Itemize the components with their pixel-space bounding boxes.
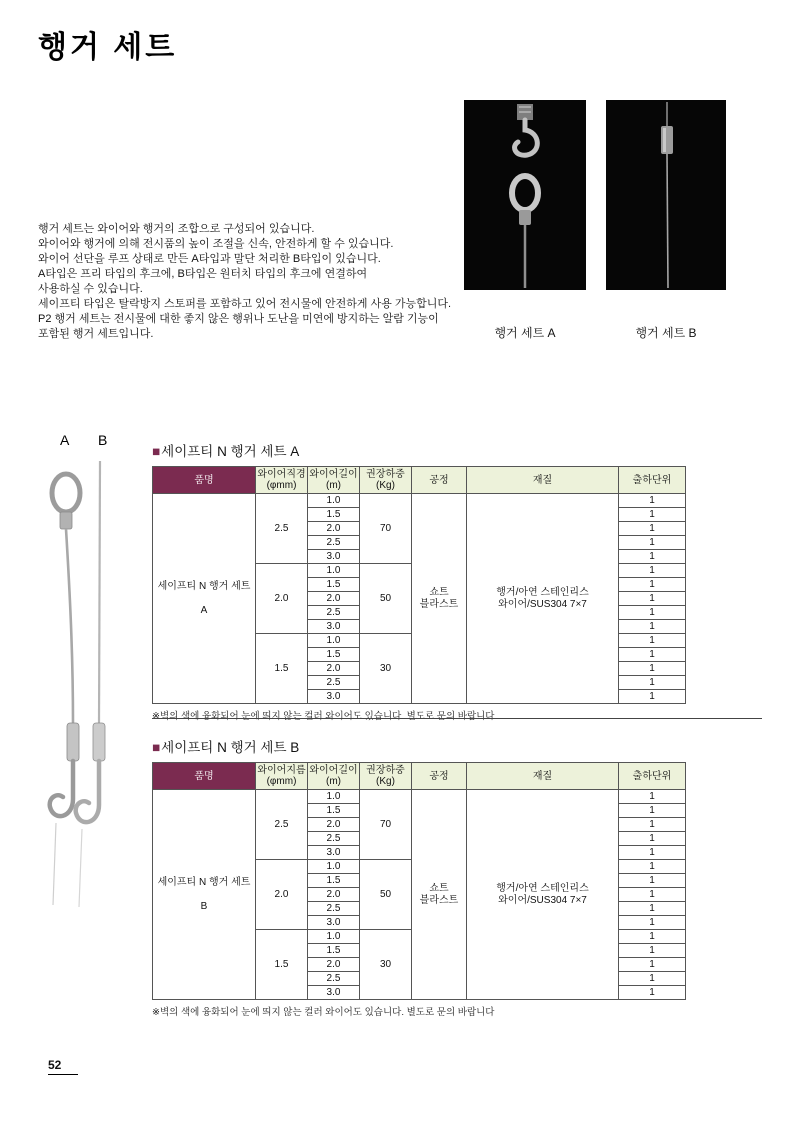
section-marker-icon: ■ (152, 740, 161, 755)
ship-unit-cell: 1 (619, 860, 686, 874)
length-cell: 2.5 (308, 832, 360, 846)
length-cell: 2.0 (308, 522, 360, 536)
process-cell: 쇼트 블라스트 (412, 790, 467, 1000)
col-load: 권장하중 (Kg) (360, 467, 412, 494)
length-cell: 2.0 (308, 662, 360, 676)
col-unit: 출하단위 (619, 763, 686, 790)
ship-unit-cell: 1 (619, 790, 686, 804)
ship-unit-cell: 1 (619, 818, 686, 832)
load-cell: 30 (360, 930, 412, 1000)
intro-line: A타입은 프리 타입의 후크에, B타입은 원터치 타입의 후크에 연결하여 (38, 268, 368, 280)
section-hanger-set-a (152, 440, 692, 722)
product-photo-a (464, 100, 586, 290)
ship-unit-cell: 1 (619, 958, 686, 972)
page-number: 52 (48, 1058, 78, 1075)
table-row (153, 494, 686, 508)
col-unit: 출하단위 (619, 467, 686, 494)
col-process: 공정 (412, 763, 467, 790)
ship-unit-cell: 1 (619, 888, 686, 902)
section-title-text: 세이프티 N 행거 세트 A (161, 444, 300, 459)
ship-unit-cell: 1 (619, 804, 686, 818)
material-cell: 행거/아연 스테인리스 와이어/SUS304 7×7 (467, 790, 619, 1000)
length-cell: 3.0 (308, 846, 360, 860)
load-cell: 30 (360, 634, 412, 704)
length-cell: 2.0 (308, 958, 360, 972)
length-cell: 1.5 (308, 804, 360, 818)
section-title-text: 세이프티 N 행거 세트 B (161, 740, 300, 755)
col-load: 권장하중 (Kg) (360, 763, 412, 790)
col-length: 와이어길이 (m) (308, 763, 360, 790)
section-divider (152, 718, 762, 719)
diameter-cell: 2.5 (256, 790, 308, 860)
ship-unit-cell: 1 (619, 648, 686, 662)
ship-unit-cell: 1 (619, 606, 686, 620)
section-title-b (152, 736, 692, 756)
length-cell: 1.0 (308, 860, 360, 874)
ship-unit-cell: 1 (619, 930, 686, 944)
ship-unit-cell: 1 (619, 508, 686, 522)
photo-caption-b: 행거 세트 B (635, 326, 697, 340)
ship-unit-cell: 1 (619, 972, 686, 986)
product-name-cell: 세이프티 N 행거 세트 A (153, 494, 256, 704)
length-cell: 3.0 (308, 916, 360, 930)
product-name-cell: 세이프티 N 행거 세트 B (153, 790, 256, 1000)
photo-caption-a: 행거 세트 A (494, 326, 556, 340)
load-cell: 70 (360, 790, 412, 860)
product-photo-b (606, 100, 726, 290)
length-cell: 3.0 (308, 986, 360, 1000)
section-title-a (152, 440, 692, 460)
ship-unit-cell: 1 (619, 676, 686, 690)
length-cell: 2.0 (308, 592, 360, 606)
diameter-cell: 2.0 (256, 860, 308, 930)
table-row (153, 790, 686, 804)
ship-unit-cell: 1 (619, 832, 686, 846)
ship-unit-cell: 1 (619, 620, 686, 634)
ship-unit-cell: 1 (619, 916, 686, 930)
length-cell: 3.0 (308, 690, 360, 704)
col-process: 공정 (412, 467, 467, 494)
length-cell: 1.0 (308, 564, 360, 578)
intro-paragraph (38, 222, 468, 342)
length-cell: 1.5 (308, 648, 360, 662)
ship-unit-cell: 1 (619, 536, 686, 550)
diameter-cell: 1.5 (256, 930, 308, 1000)
col-diameter: 와이어지름 (φmm) (256, 763, 308, 790)
ship-unit-cell: 1 (619, 846, 686, 860)
intro-line: 포함된 행거 세트입니다. (38, 328, 154, 340)
intro-line: 사용하실 수 있습니다. (38, 283, 143, 295)
length-cell: 1.0 (308, 494, 360, 508)
spec-table-a (152, 466, 686, 704)
load-cell: 70 (360, 494, 412, 564)
col-product: 품명 (153, 467, 256, 494)
length-cell: 1.5 (308, 578, 360, 592)
ship-unit-cell: 1 (619, 578, 686, 592)
length-cell: 1.0 (308, 930, 360, 944)
length-cell: 3.0 (308, 620, 360, 634)
wire-diagram (26, 455, 140, 910)
ship-unit-cell: 1 (619, 494, 686, 508)
wire-loops-hooks-icon (26, 455, 140, 910)
length-cell: 2.5 (308, 676, 360, 690)
length-cell: 1.5 (308, 508, 360, 522)
length-cell: 1.5 (308, 944, 360, 958)
length-cell: 1.0 (308, 790, 360, 804)
ship-unit-cell: 1 (619, 522, 686, 536)
section-hanger-set-b (152, 736, 692, 1018)
intro-line: 와이어 선단을 루프 상태로 만든 A타입과 말단 처리한 B타입이 있습니다. (38, 253, 381, 265)
section-marker-icon: ■ (152, 444, 161, 459)
ship-unit-cell: 1 (619, 902, 686, 916)
length-cell: 2.0 (308, 818, 360, 832)
ship-unit-cell: 1 (619, 944, 686, 958)
wire-terminal-photo-icon (606, 100, 726, 290)
load-cell: 50 (360, 860, 412, 930)
material-cell: 행거/아연 스테인리스 와이어/SUS304 7×7 (467, 494, 619, 704)
intro-line: 와이어와 행거에 의해 전시품의 높이 조절을 신속, 안전하게 할 수 있습니다. (38, 238, 394, 250)
length-cell: 1.0 (308, 634, 360, 648)
ship-unit-cell: 1 (619, 564, 686, 578)
ship-unit-cell: 1 (619, 690, 686, 704)
length-cell: 1.5 (308, 874, 360, 888)
ship-unit-cell: 1 (619, 550, 686, 564)
diagram-label-b: B (98, 432, 108, 448)
intro-line: P2 행거 세트는 전시물에 대한 좋지 않은 행위나 도난을 미연에 방지하는 알람 기능이 (38, 313, 439, 325)
table-note-a: ※벽의 색에 융화되어 눈에 띄지 않는 컬러 와이어도 있습니다. 별도로 문의 바랍니다 (152, 711, 495, 722)
diagram-label-a: A (60, 432, 70, 448)
length-cell: 2.5 (308, 536, 360, 550)
ship-unit-cell: 1 (619, 874, 686, 888)
load-cell: 50 (360, 564, 412, 634)
intro-line: 행거 세트는 와이어와 행거의 조합으로 구성되어 있습니다. (38, 223, 315, 235)
col-product: 품명 (153, 763, 256, 790)
length-cell: 2.5 (308, 902, 360, 916)
spec-table-b (152, 762, 686, 1000)
length-cell: 2.5 (308, 606, 360, 620)
ship-unit-cell: 1 (619, 662, 686, 676)
ship-unit-cell: 1 (619, 634, 686, 648)
header-row (153, 467, 686, 494)
length-cell: 3.0 (308, 550, 360, 564)
process-cell: 쇼트 블라스트 (412, 494, 467, 704)
table-note-b: ※벽의 색에 융화되어 눈에 띄지 않는 컬러 와이어도 있습니다. 별도로 문의 바랍니다 (152, 1007, 495, 1018)
header-row (153, 763, 686, 790)
length-cell: 2.0 (308, 888, 360, 902)
diameter-cell: 1.5 (256, 634, 308, 704)
length-cell: 2.5 (308, 972, 360, 986)
diameter-cell: 2.5 (256, 494, 308, 564)
ship-unit-cell: 1 (619, 592, 686, 606)
col-material: 재질 (467, 763, 619, 790)
ship-unit-cell: 1 (619, 986, 686, 1000)
col-length: 와이어길이 (m) (308, 467, 360, 494)
page-title: 행거 세트 (38, 31, 178, 64)
col-material: 재질 (467, 467, 619, 494)
diameter-cell: 2.0 (256, 564, 308, 634)
hook-and-eye-photo-icon (464, 100, 586, 290)
intro-line: 세이프티 타입은 탈락방지 스토퍼를 포함하고 있어 전시물에 안전하게 사용 가능합니다. (38, 298, 452, 310)
col-diameter: 와이어직경 (φmm) (256, 467, 308, 494)
